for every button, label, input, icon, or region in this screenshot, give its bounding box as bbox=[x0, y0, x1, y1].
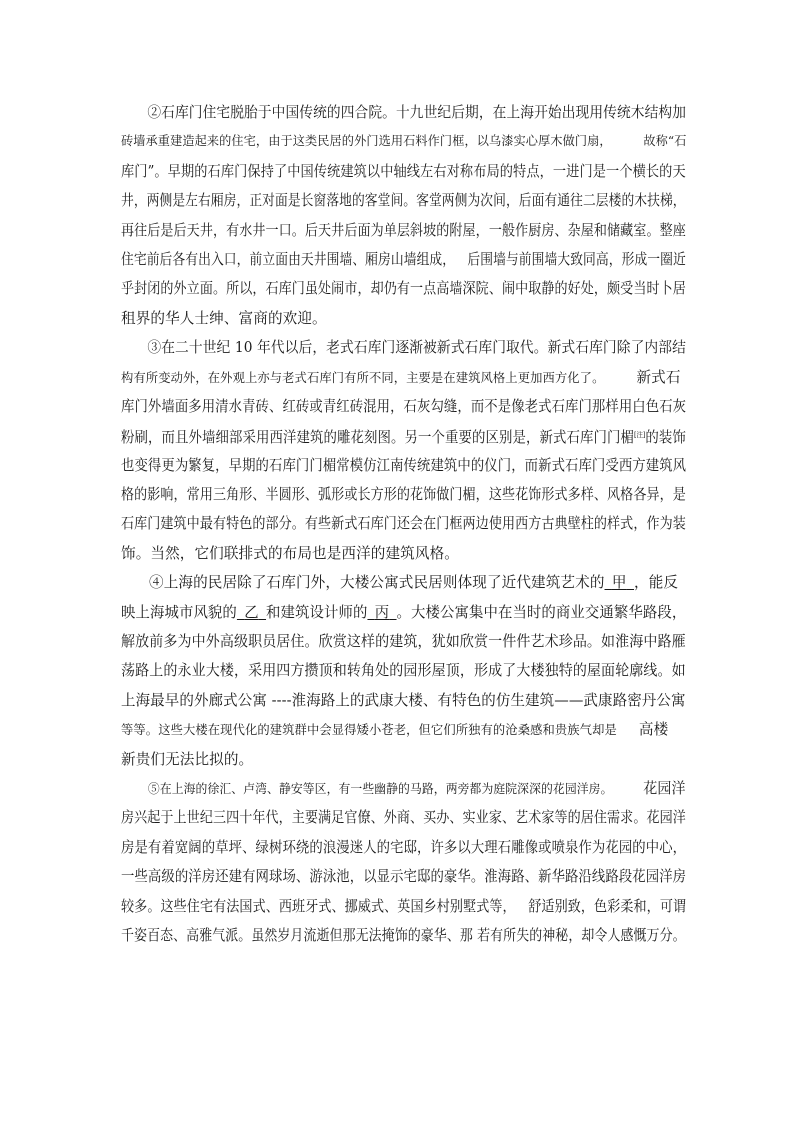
text-line: 饰。当然，它们联排式的布局也是西洋的建筑风格。 bbox=[121, 544, 459, 562]
text-segment: 和建筑设计师的 bbox=[266, 603, 368, 621]
blank-bing: 丙 bbox=[374, 603, 390, 621]
text-line: 也变得更为繁复，早期的石库门门楣常模仿江南传统建筑中的仪门，而新式石库门受西方建筑风 bbox=[121, 456, 687, 474]
text-segment: 花园洋 bbox=[643, 779, 686, 797]
text-segment: 高楼 bbox=[638, 721, 669, 739]
text-line: ②石库门住宅脱胎于中国传统的四合院。十九世纪后期，在上海开始出现用传统木结构加 bbox=[147, 104, 687, 121]
text-segment: 的装饰 bbox=[645, 429, 686, 447]
paragraph-4 bbox=[121, 568, 686, 774]
text-line: 房是有着宽阔的草坪、绿树环绕的浪漫迷人的宅邸，许多以大理石雕像或喷泉作为花园的中心， bbox=[121, 838, 687, 856]
text-segment: 砖墙承重建造起来的住宅，由于这类民居的外门选用石料作门框，以乌漆实心厚木做门扇， bbox=[121, 134, 612, 149]
text-line: 再往后是后天井，有水井一口。后天井后面为单层斜坡的附屋，一般作厨房、杂屋和储藏室。整座 bbox=[121, 221, 686, 239]
text-segment: 较多。这些住宅有法国式、西班牙式、挪威式、英国乡村别墅式等， bbox=[121, 897, 516, 915]
text-line: 上海最早的外廊式公寓 ----淮海路上的武康大楼、有特色的仿生建筑——武康路密丹公寓 bbox=[121, 691, 686, 709]
text-segment: 。大楼公寓集中在当时的商业交通繁华路段， bbox=[396, 603, 687, 621]
text-segment: 故称“石 bbox=[643, 134, 687, 149]
text-line: ③在二十世纪 10 年代以后，老式石库门逐渐被新式石库门取代。新式石库门除了内部结 bbox=[147, 339, 686, 357]
text-segment: 粉刷，而且外墙细部采用西洋建筑的雕花刻图。另一个重要的区别是，新式石库门门楣 bbox=[121, 429, 634, 447]
text-line: 格的影响，常用三角形、半圆形、弧形或长方形的花饰做门楣，这些花饰形式多样、风格各异，是 bbox=[121, 486, 686, 504]
paragraph-3 bbox=[121, 333, 686, 568]
text-line: 库门外墙面多用清水青砖、红砖或青红砖混用，石灰勾缝，而不是像老式石库门那样用白色石灰 bbox=[121, 397, 687, 415]
blank-yi: 乙 bbox=[244, 603, 259, 621]
text-line: 库门”。早期的石库门保持了中国传统建筑以中轴线左右对称布局的特点，一进门是一个横长的天 bbox=[121, 162, 686, 180]
text-line: 解放前多为中外高级职员居住。欣赏这样的建筑，犹如欣赏一件件艺术珍品。如淮海中路雁 bbox=[121, 633, 686, 651]
text-segment: 构有所变动外，在外观上亦与老式石库门有所不同，主要是在建筑风格上更加西方化了。 bbox=[121, 370, 605, 385]
text-line: 一些高级的洋房还建有网球场、游泳池，以显示宅邸的豪华。淮海路、新华路沿线路段花园洋房 bbox=[121, 868, 687, 886]
text-segment: 新式石 bbox=[636, 368, 681, 386]
footnote-marker: [注] bbox=[633, 431, 646, 440]
text-segment: 舒适别致，色彩柔和，可谓 bbox=[528, 897, 687, 915]
text-line bbox=[121, 774, 686, 803]
text-line bbox=[121, 568, 686, 597]
text-line: 千姿百态、高雅气派。虽然岁月流逝但那无法掩饰的豪华、那 若有所失的神秘，却令人感慨万分。 bbox=[121, 926, 686, 944]
paragraph-5 bbox=[121, 774, 686, 950]
text-line: 荡路上的永业大楼，采用四方攒顶和转角处的园形屋顶，形成了大楼独特的屋面轮廓线。如 bbox=[121, 662, 686, 680]
text-segment: ⑤在上海的徐汇、卢湾、静安等区，有一些幽静的马路，两旁都为庭院深深的花园洋房。 bbox=[147, 781, 613, 796]
text-line: 石库门建筑中最有特色的部分。有些新式石库门还会在门框两边使用西方古典壁柱的样式，作为装 bbox=[121, 515, 686, 533]
document-page bbox=[121, 98, 686, 950]
text-line: 房兴起于上世纪三四十年代，主要满足官僚、外商、买办、实业家、艺术家等的居住需求。花园洋 bbox=[121, 809, 686, 827]
text-segment: 映上海城市风貌的 bbox=[121, 603, 237, 621]
text-line bbox=[121, 421, 686, 450]
text-segment: ，能反 bbox=[634, 574, 679, 592]
text-line bbox=[121, 363, 686, 392]
text-line: 乎封闭的外立面。所以，石库门虽处闹市，却仍有一点高墙深院、闹中取静的好处，颇受当时卜居 bbox=[121, 280, 686, 298]
text-segment: 等等。这些大楼在现代化的建筑群中会显得矮小苍老，但它们所独有的沧桑感和贵族气却是 bbox=[121, 723, 617, 738]
text-line bbox=[121, 127, 687, 156]
blank-jia: 甲 bbox=[611, 574, 627, 592]
text-line bbox=[121, 598, 687, 627]
text-line bbox=[121, 892, 687, 921]
text-segment: 住宅前后各有出入口，前立面由天井围墙、厢房山墙组成， bbox=[121, 250, 456, 268]
text-line: 井，两侧是左右厢房，正对面是长窗落地的客堂间。客堂两侧为次间，后面有通往二层楼的木扶梯， bbox=[121, 192, 686, 210]
text-line bbox=[121, 715, 686, 744]
text-line bbox=[121, 245, 686, 274]
text-line: 租界的华人士绅、富商的欢迎。 bbox=[121, 309, 327, 327]
text-segment: 后围墙与前围墙大致同高，形成一圈近 bbox=[467, 250, 686, 268]
text-line: 新贵们无法比拟的。 bbox=[121, 750, 254, 768]
paragraph-2 bbox=[121, 98, 686, 333]
text-segment: ④上海的民居除了石库门外，大楼公寓式民居则体现了近代建筑艺术的 bbox=[149, 574, 605, 592]
